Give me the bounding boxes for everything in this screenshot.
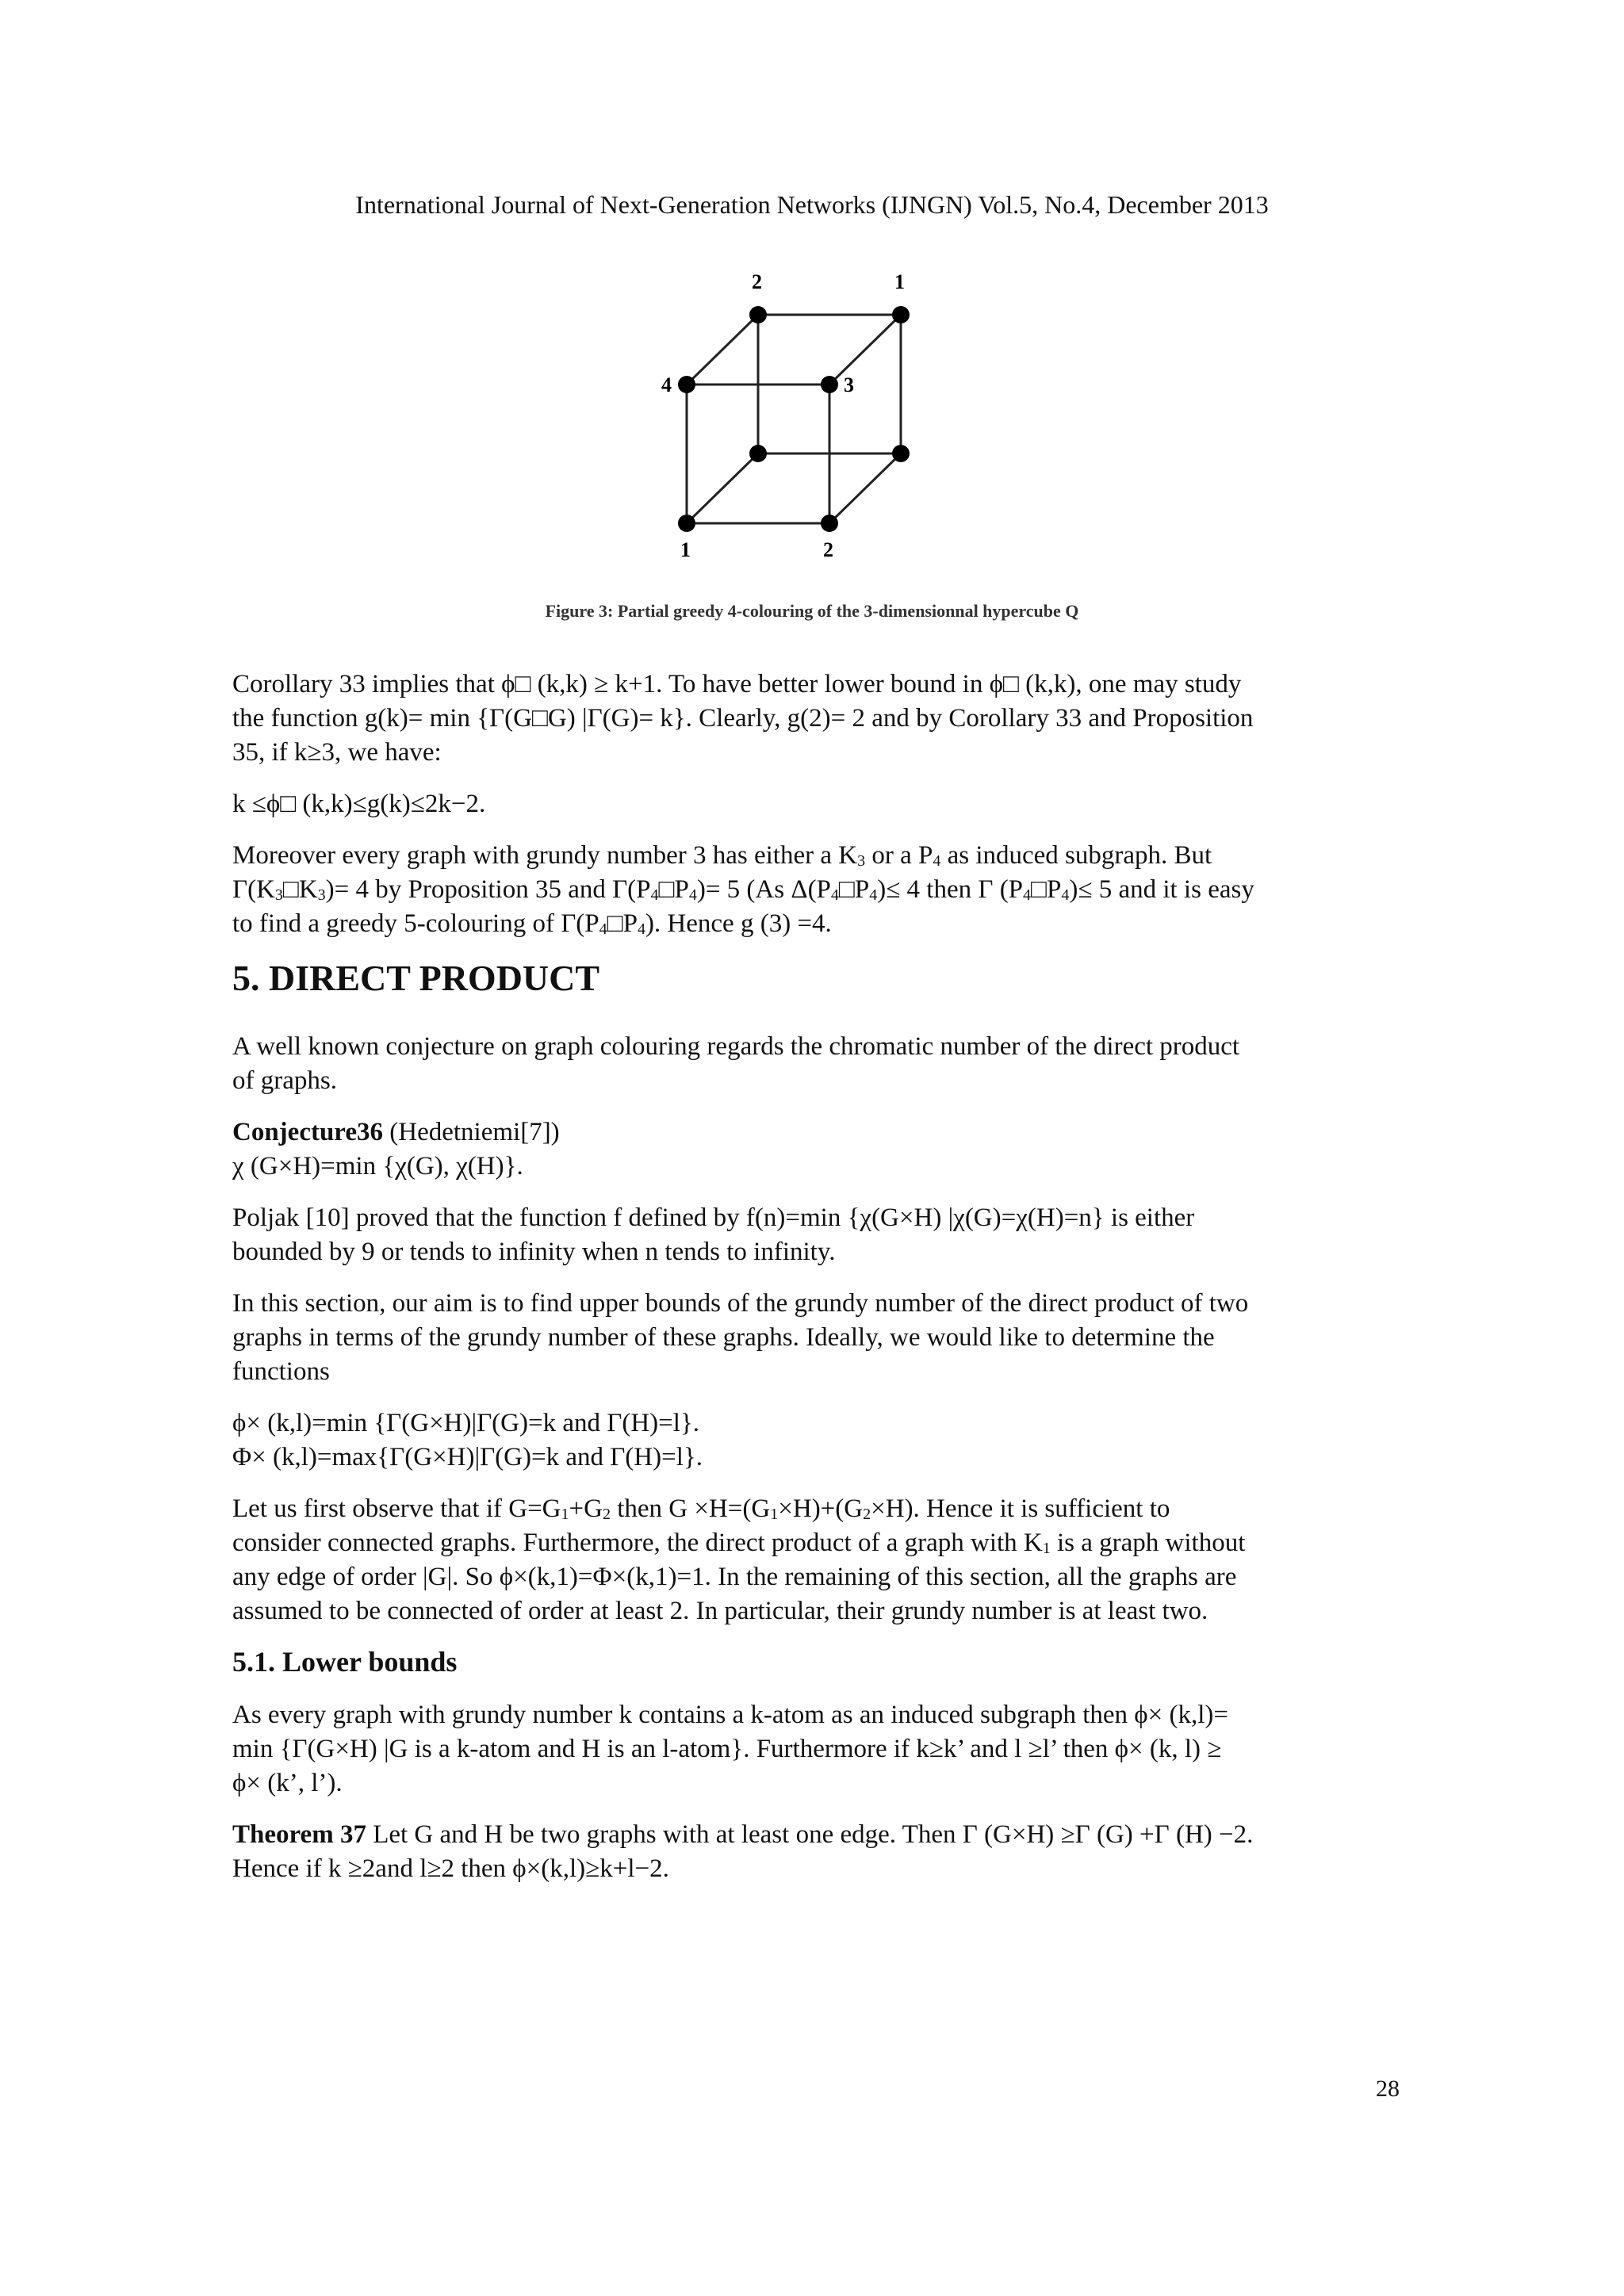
edge [829,315,901,385]
hypercube-graph [626,262,1007,595]
text-line: ϕ× (k’, l’). [232,1769,343,1797]
page-number: 28 [1376,2076,1400,2102]
paragraph [232,1406,1398,1475]
text-line: As every graph with grundy number k contains a k-atom as an induced subgraph then ϕ× (k,l)= [232,1701,1229,1729]
formula-line: ϕ× (k,l)=min {Γ(G×H)|Γ(G)=k and Γ(H)=l}. [232,1409,700,1437]
paragraph [232,839,1398,941]
text-line: Conjecture36 (Hedetniemi[7]) [232,1118,560,1146]
text-line: Corollary 33 implies that ϕ□ (k,k) ≥ k+1. To have better lower bound in ϕ□ (k,k), one may study [232,670,1242,698]
text-line: Theorem 37 Let G and H be two graphs with at least one edge. Then Γ (G×H) ≥Γ (G) +Γ (H) −2. [232,1820,1254,1849]
text-line: Poljak [10] proved that the function f defined by f(n)=min {χ(G×H) |χ(G)=χ(H)=n} is either [232,1203,1195,1232]
formula-line: k ≤ϕ□ (k,k)≤g(k)≤2k−2. [232,790,486,818]
vertex-label: 2 [823,538,833,561]
edge [829,453,901,523]
text-line: Hence if k ≥2and l≥2 then ϕ×(k,l)≥k+l−2. [232,1854,669,1883]
vertex-label: 1 [894,270,905,293]
theorem-label: Theorem 37 [232,1820,366,1849]
conjecture [232,1115,1398,1184]
text-line: min {Γ(G×H) |G is a k-atom and H is an l-atom}. Furthermore if k≥k’ and l ≥l’ then ϕ× (k, l) ≥ [232,1735,1222,1763]
text-line: assumed to be connected of order at least 2. In particular, their grundy number is at least two. [232,1597,1208,1625]
paragraph [232,787,1398,821]
paragraph [232,1698,1398,1800]
edge [687,453,758,523]
vertex-label: 1 [680,538,691,561]
text-line: consider connected graphs. Furthermore, the direct product of a graph with $K_1$ is a graph without [232,1529,1246,1557]
theorem [232,1818,1398,1886]
text-line: the function g(k)= min {Γ(G□G) |Γ(G)= k}. Clearly, g(2)= 2 and by Corollary 33 and Proposition [232,704,1254,733]
vertex [678,515,695,532]
text-line: any edge of order |G|. So ϕ×(k,1)=Φ×(k,1)=1. In the remaining of this section, all the graphs are [232,1563,1237,1591]
text-line: of graphs. [232,1066,337,1095]
text-line: 35, if k≥3, we have: [232,738,442,767]
paragraph [232,1030,1398,1098]
vertex [821,376,838,393]
paragraph [232,1201,1398,1269]
vertex-label: 2 [752,270,762,293]
formula-line: χ (G×H)=min {χ(G), χ(H)}. [232,1152,523,1181]
text-line: In this section, our aim is to find upper bounds of the grundy number of the direct product of two [232,1289,1249,1318]
text-line: A well known conjecture on graph colouring regards the chromatic number of the direct product [232,1032,1240,1061]
conjecture-label: Conjecture36 [232,1118,384,1146]
body-text [232,668,1398,1904]
paragraph [232,1492,1398,1628]
vertex [749,306,767,323]
vertex [892,306,910,323]
text-line: graphs in terms of the grundy number of these graphs. Ideally, we would like to determine the [232,1323,1215,1352]
vertex [821,515,838,532]
edge [687,315,758,385]
text-line: Let us first observe that if $G=G_1+G_2$ then $G \times H=(G_1\times H)+(G_2\times H)$. Hence it is sufficient to [232,1494,1170,1523]
text-line: $\Gamma(K_3□K_3)= 4$ by Proposition 35 and $\Gamma(P_4□P_4)= 5$ (As $\Delta(P_4□P_4)\le 4$ then Γ $(P_4□P_4)\le 5$ and it is easy [232,875,1254,904]
text-line: Moreover every graph with grundy number 3 has either a $K_3$ or a $P_4$ as induced subgraph. But [232,841,1212,870]
formula-line: Φ× (k,l)=max{Γ(G×H)|Γ(G)=k and Γ(H)=l}. [232,1443,703,1471]
vertex-label: 4 [661,373,672,396]
paragraph [232,1287,1398,1389]
vertex [892,445,910,462]
vertex [678,376,695,393]
paragraph [232,668,1398,770]
text-line: bounded by 9 or tends to infinity when n tends to infinity. [232,1238,836,1266]
hypercube-figure [626,262,1007,595]
vertex [749,445,767,462]
text-line: to find a greedy 5-colouring of $\Gamma(P_4□P_4)$. Hence g (3) =4. [232,909,832,938]
subsection-heading: 5.1. Lower bounds [232,1646,458,1678]
text-line: functions [232,1357,330,1386]
section-heading: 5. DIRECT PRODUCT [232,958,600,998]
figure-caption: Figure 3: Partial greedy 4-colouring of the 3-dimensionnal hypercube Q [545,601,1079,621]
vertex-label: 3 [844,373,854,396]
running-header: International Journal of Next-Generation Networks (IJNGN) Vol.5, No.4, December 2013 [355,190,1269,219]
